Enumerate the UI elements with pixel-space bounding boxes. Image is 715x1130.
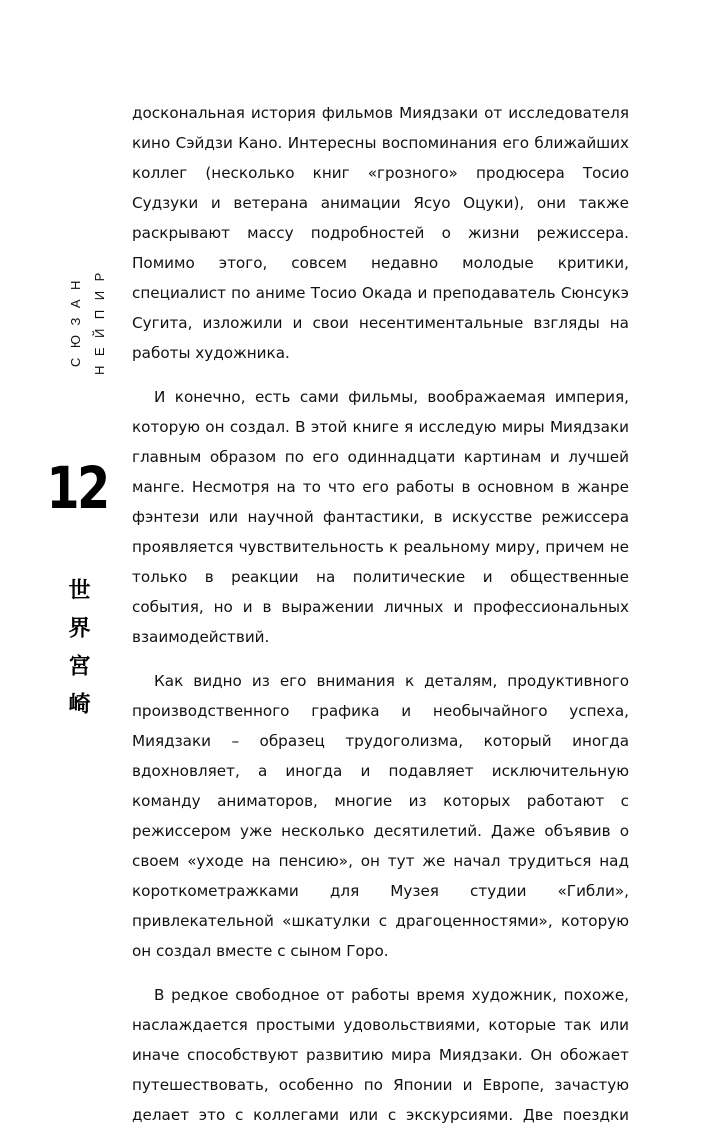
running-head-title: 世界宮崎 — [65, 578, 90, 730]
paragraph: И конечно, есть сами фильмы, воображаемая империя, которую он создал. В этой книге я исследую миры Миядзаки главным образом по его одиннадцати картинам и лучшей манге. Несмотря на то что его работы в основном в жанре фэнтези или научной фантастики, в искусстве режиссера проявляется чувствительность к реальному миру, причем не только в реакции на политические и общественные события, но и в выражении личных и профессиональных взаимодействий. — [132, 388, 629, 646]
page-number: 12 — [46, 454, 108, 522]
paragraph: В редкое свободное от работы время художник, похоже, наслаждается простыми удовольствиями, которые так или иначе способствуют развитию мира Миядзаки. Он обожает путешествовать, особенно по Японии и Европе, зачастую делает это с коллегами или с экскурсиями. Две поездки — [132, 986, 629, 1124]
running-head-author: СЮЗАН НЕЙПИР — [68, 263, 107, 375]
paragraph-continued: доскональная история фильмов Миядзаки от исследователя кино Сэйдзи Кано. Интересны воспоминания его ближайших коллег (несколько книг «грозного» продюсера Тосио Судзуки и ветерана анимации Ясуо Оцуки), они также раскрывают массу подробностей о жизни режиссера. Помимо этого, совсем недавно молодые критики, специалист по аниме Тосио Окада и преподаватель Сюнсукэ Сугита, изложили и свои несентиментальные взгляды на работы художника. — [132, 104, 629, 362]
paragraph: Как видно из его внимания к деталям, продуктивного производственного графика и необычайного успеха, Миядзаки – образец трудоголизма, который иногда вдохновляет, а иногда и подавляет исключительную команду аниматоров, многие из которых работают с режиссером уже несколько десятилетий. Даже объявив о своем «уходе на пенсию», он тут же начал трудиться над короткометражками для Музея студии «Гибли», привлекательной «шкатулки с драгоценностями», которую он создал вместе с сыном Горо. — [132, 672, 629, 960]
body-text — [132, 98, 629, 1130]
